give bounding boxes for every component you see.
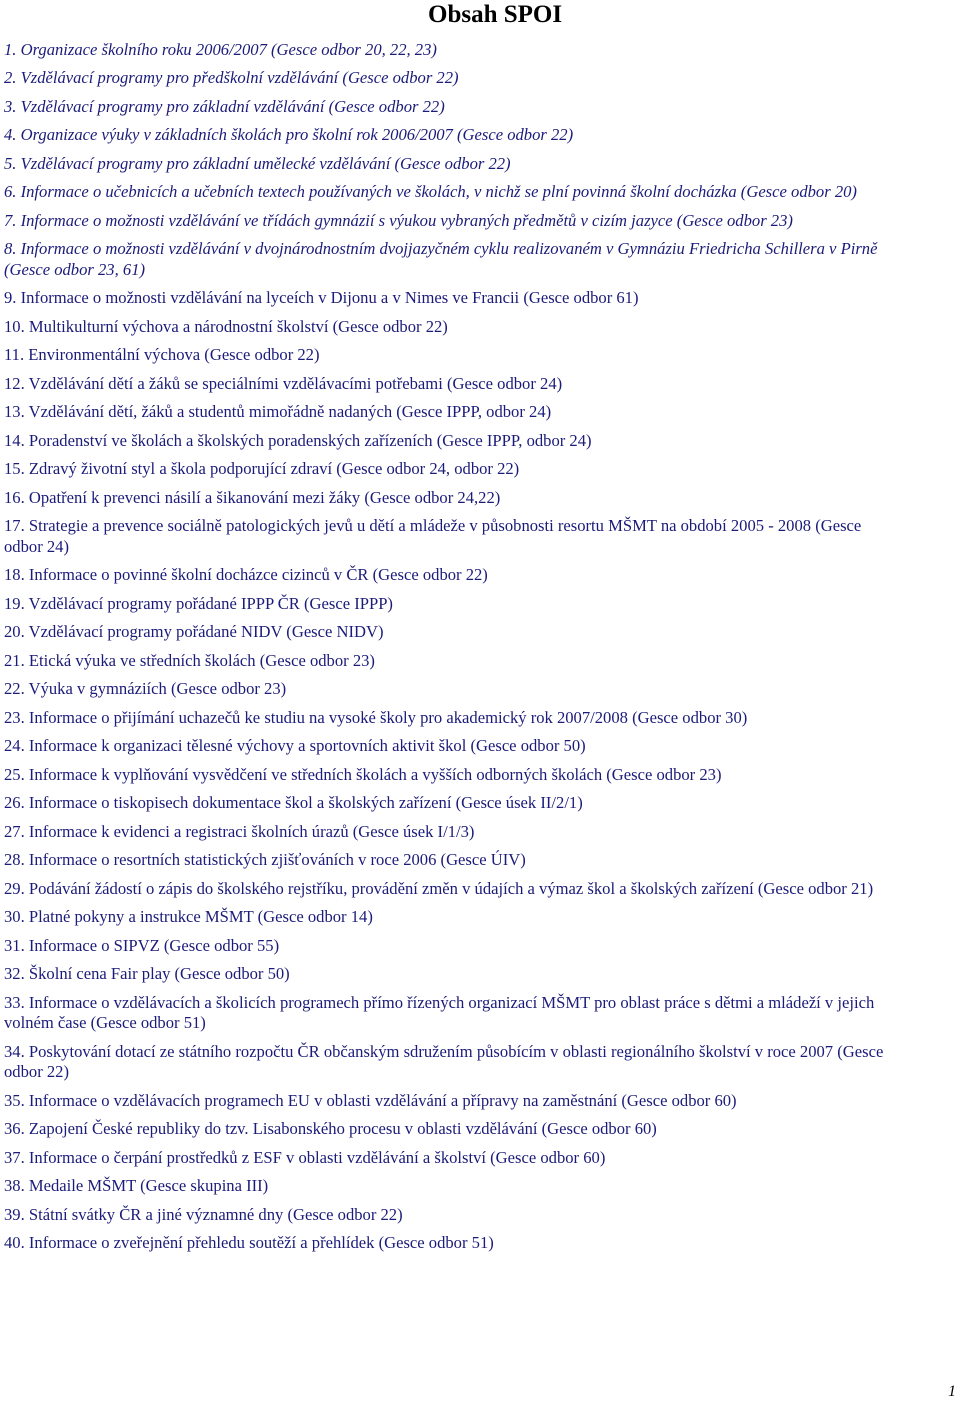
toc-item-35[interactable]: 35. Informace o vzdělávacích programech EU v oblasti vzdělávání a přípravy na zaměstnání (Gesce odbor 60) bbox=[4, 1090, 737, 1110]
toc-item-3[interactable]: 3. Vzdělávací programy pro základní vzdělávání (Gesce odbor 22) bbox=[4, 96, 445, 116]
toc-item-22[interactable]: 22. Výuka v gymnáziích (Gesce odbor 23) bbox=[4, 679, 287, 699]
toc-item-7[interactable]: 7. Informace o možnosti vzdělávání ve třídách gymnázií s výukou vybraných předmětů v cizím jazyce (Gesce odbor 23) bbox=[4, 210, 793, 230]
toc-item-15[interactable]: 15. Zdravý životní styl a škola podporující zdraví (Gesce odbor 24, odbor 22) bbox=[4, 459, 520, 479]
toc-item-29[interactable]: 29. Podávání žádostí o zápis do školského rejstříku, provádění změn v údajích a výmaz škol a školských zařízení (Gesce odbor 21) bbox=[4, 878, 874, 898]
toc-item-16[interactable]: 16. Opatření k prevenci násilí a šikanování mezi žáky (Gesce odbor 24,22) bbox=[4, 487, 501, 507]
toc-item-2[interactable]: 2. Vzdělávací programy pro předškolní vzdělávání (Gesce odbor 22) bbox=[4, 68, 459, 88]
toc-item-6[interactable]: 6. Informace o učebnicích a učebních textech používaných ve školách, v nichž se plní povinná školní docházka (Gesce odbor 20) bbox=[4, 182, 857, 202]
toc-item-27[interactable]: 27. Informace k evidenci a registraci školních úrazů (Gesce úsek I/1/3) bbox=[4, 821, 475, 841]
toc-item-32[interactable]: 32. Školní cena Fair play (Gesce odbor 50) bbox=[4, 964, 290, 984]
toc-item-21[interactable]: 21. Etická výuka ve středních školách (Gesce odbor 23) bbox=[4, 650, 375, 670]
toc-item-37[interactable]: 37. Informace o čerpání prostředků z ESF v oblasti vzdělávání a školství (Gesce odbor 60) bbox=[4, 1147, 606, 1167]
toc-item-33[interactable]: 33. Informace o vzdělávacích a školicích programech přímo řízených organizací MŠMT pro oblast práce s dětmi a mládeží v jejich volném čase (Gesce odbor 51) bbox=[4, 992, 875, 1033]
page-title: Obsah SPOI bbox=[428, 1, 563, 28]
toc-item-11[interactable]: 11. Environmentální výchova (Gesce odbor 22) bbox=[4, 345, 320, 365]
toc-item-18[interactable]: 18. Informace o povinné školní docházce cizinců v ČR (Gesce odbor 22) bbox=[4, 565, 488, 585]
toc-item-36[interactable]: 36. Zapojení České republiky do tzv. Lisabonského procesu v oblasti vzdělávání (Gesce odbor 60) bbox=[4, 1119, 657, 1139]
toc-item-40[interactable]: 40. Informace o zveřejnění přehledu soutěží a přehlídek (Gesce odbor 51) bbox=[4, 1233, 494, 1253]
page-number: 1 bbox=[948, 1383, 956, 1400]
toc-item-34[interactable]: 34. Poskytování dotací ze státního rozpočtu ČR občanským sdružením působícím v oblasti regionálního školství v roce 2007 (Gesce odbor 22) bbox=[4, 1041, 884, 1082]
toc-item-10[interactable]: 10. Multikulturní výchova a národnostní školství (Gesce odbor 22) bbox=[4, 316, 448, 336]
toc-item-17[interactable]: 17. Strategie a prevence sociálně patologických jevů u dětí a mládeže v působnosti resortu MŠMT na období 2005 - 2008 (Gesce odbor 24) bbox=[4, 516, 862, 556]
toc-item-19[interactable]: 19. Vzdělávací programy pořádané IPPP ČR (Gesce IPPP) bbox=[4, 593, 393, 613]
toc-item-4[interactable]: 4. Organizace výuky v základních školách pro školní rok 2006/2007 (Gesce odbor 22) bbox=[4, 125, 574, 145]
table-of-contents bbox=[4, 40, 884, 1262]
toc-item-24[interactable]: 24. Informace k organizaci tělesné výchovy a sportovních aktivit škol (Gesce odbor 50) bbox=[4, 736, 586, 756]
toc-item-9[interactable]: 9. Informace o možnosti vzdělávání na lyceích v Dijonu a v Nimes ve Francii (Gesce odbor 61) bbox=[4, 288, 639, 308]
toc-item-13[interactable]: 13. Vzdělávání dětí, žáků a studentů mimořádně nadaných (Gesce IPPP, odbor 24) bbox=[4, 402, 552, 422]
toc-item-38[interactable]: 38. Medaile MŠMT (Gesce skupina III) bbox=[4, 1176, 269, 1196]
toc-item-8[interactable]: 8. Informace o možnosti vzdělávání v dvojnárodnostním dvojjazyčném cyklu realizovaném v Gymnáziu Friedricha Schillera v Pirně (Gesce odbor 23, 61) bbox=[4, 239, 878, 279]
toc-item-1[interactable]: 1. Organizace školního roku 2006/2007 (Gesce odbor 20, 22, 23) bbox=[4, 40, 437, 59]
toc-item-23[interactable]: 23. Informace o přijímání uchazečů ke studiu na vysoké školy pro akademický rok 2007/2008 (Gesce odbor 30) bbox=[4, 707, 748, 727]
toc-item-25[interactable]: 25. Informace k vyplňování vysvědčení ve středních školách a vyšších odborných školách (Gesce odbor 23) bbox=[4, 764, 722, 784]
toc-item-31[interactable]: 31. Informace o SIPVZ (Gesce odbor 55) bbox=[4, 935, 280, 955]
toc-item-12[interactable]: 12. Vzdělávání dětí a žáků se speciálními vzdělávacími potřebami (Gesce odbor 24) bbox=[4, 373, 563, 393]
toc-item-28[interactable]: 28. Informace o resortních statistických zjišťováních v roce 2006 (Gesce ÚIV) bbox=[4, 850, 526, 870]
toc-item-14[interactable]: 14. Poradenství ve školách a školských poradenských zařízeních (Gesce IPPP, odbor 24) bbox=[4, 430, 592, 450]
toc-item-39[interactable]: 39. Státní svátky ČR a jiné významné dny (Gesce odbor 22) bbox=[4, 1204, 403, 1224]
toc-item-20[interactable]: 20. Vzdělávací programy pořádané NIDV (Gesce NIDV) bbox=[4, 622, 384, 642]
toc-item-26[interactable]: 26. Informace o tiskopisech dokumentace škol a školských zařízení (Gesce úsek II/2/1) bbox=[4, 793, 583, 813]
toc-item-5[interactable]: 5. Vzdělávací programy pro základní umělecké vzdělávání (Gesce odbor 22) bbox=[4, 153, 511, 173]
toc-item-30[interactable]: 30. Platné pokyny a instrukce MŠMT (Gesce odbor 14) bbox=[4, 907, 373, 927]
